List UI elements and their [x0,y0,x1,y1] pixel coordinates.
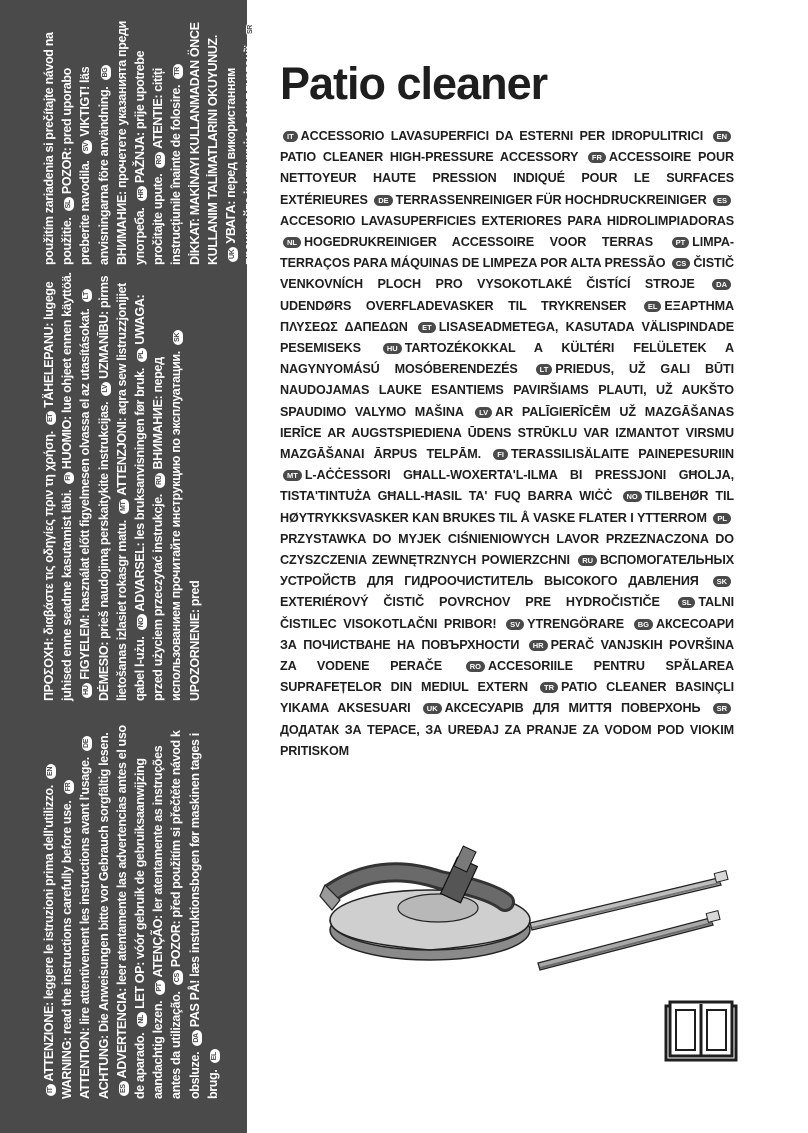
language-badge: HR [529,640,548,651]
warning-text-rotated [0,0,275,1133]
intro-text: UDENDØRS OVERFLADEVASKER TIL TRYKRENSER [280,298,627,313]
language-badge: PL [713,513,731,524]
sidebar.col1-segment [206,1046,220,1066]
intro-text: LIMPA-TERRAÇOS PARA MÁQUINAS DE LIMPEZA POR ALTA PRESSÃO [280,235,734,271]
warning-column-2 [40,271,204,701]
language-badge: UK [423,703,442,714]
intro-text: TARTOZÉKOKKAL A KÜLTÉRI FELÜLETEK A NAGYNYOMÁSÚ MOSÓBERENDEZÉS [280,341,734,377]
language-badge: ET [46,411,56,425]
language-badge: EN [713,131,731,142]
language-badge: FI [493,449,508,460]
warning-sidebar [0,0,275,1133]
intro-segment [420,701,701,715]
language-badge: LV [101,382,111,396]
language-badge: LV [475,407,492,418]
language-badge: BG [634,619,653,630]
sidebar.col2-text: TÄHELEPANU: lugege juhised enne seadme kasutamist läbi. [42,281,75,701]
sidebar.col2-text: ΠΡΟΣΟΧΗ: διαβάστε τις οδηγίες πριν τη χρήση. [42,431,56,701]
sidebar.col3-text: DİKKAT: MAKİNAYI KULLANMADAN ÖNCE KULLANIM TALİMATLARINI OKUYUNUZ. [187,22,220,265]
sidebar.col2-text: FIGYELEM: használat előtt figyelmesen olvassa el az utasításokat. [78,308,93,680]
intro-text: TALNI ČISTILEC VISOKOTLAČNI PRIBOR! [280,595,734,631]
language-badge: MT [119,499,129,514]
intro-text: ACCESORIILE PENTRU SPĂLAREA SUPRAFEȚELOR DIN MEDIUL EXTERN [280,659,734,695]
language-badge: DA [192,1030,202,1045]
language-badge: SL [678,597,696,608]
product-description [280,126,734,762]
language-badge: SK [173,330,183,345]
sidebar.col1-text: ADVERTENCIA: leer atentamente las advertencias antes el uso de aparado. [114,725,148,1099]
language-badge: EL [210,1049,220,1063]
sidebar.col3-text: použitím zariadenia si prečítajte návod na použitie. [42,32,75,265]
sidebar.col3-text: PAŽNJA: pre upotrebe pročitajte uputstva [260,30,275,265]
sidebar.col2-text: ВНИМАНИЕ: перед использованием прочитайте инструкцию по эксплуатации. [151,351,184,701]
language-badge: PT [672,237,690,248]
intro-text: ΕΞΑΡΤΗΜΑ ΠΛΥΣΕΩΣ ΔΑΠΕΔΩΝ [280,298,734,334]
intro-text: АКСЕСУАРІВ ДЛЯ МИТТЯ ПОВЕРХОНЬ [444,701,701,716]
language-badge: HU [383,343,402,354]
intro-text: TERRASSENREINIGER FÜR HOCHDRUCKREINIGER [395,192,707,207]
language-badge: BG [101,65,111,81]
language-badge: IT [46,1084,56,1096]
sidebar.col2-text: UWAGA: przed użyciem przeczytać instrukcje. [133,294,166,701]
sidebar.col2-segment [42,431,56,701]
language-badge: RU [578,555,597,566]
language-badge: SR [713,703,731,714]
intro-segment [280,235,653,249]
intro-text: ACCESORIO LAVASUPERFICIES EXTERIORES PARA HIDROLIMPIADORAS [280,213,734,228]
sidebar.col2-text: UPOZORNENIE: pred [187,580,202,701]
language-badge: DA [712,279,731,290]
sidebar.col3-text: PAŽNJA: prije upotrebe pročitajte upute. [133,50,166,265]
language-badge: FR [64,780,74,795]
sidebar.col2-text: HUOMIO: lue ohjeet ennen käyttöä. [60,272,75,470]
intro-text: PRIEDUS, UŽ GALI BŪTI NAUDOJAMAS LAUKE ESANTIEMS PAVIRŠIAMS PLAUTI, UŽ AUKŠTO SPAUDIMO VALYMO MAŠINA [280,362,734,419]
sidebar.col1-text: POZOR: před použitím si přečtěte návod k obsluze. [169,730,202,1099]
sidebar.col2-text: DĖMESIO: prieš naudojimą perskaitykite instrukcijas. [96,401,111,701]
language-badge: SV [82,140,92,155]
patio-cleaner-illustration [320,830,730,965]
sidebar.col2-segment [60,272,74,486]
sidebar.col3-text: ATENTIE: citiți instrucțiunile înainte de folosire. [151,68,184,265]
language-badge: PL [137,348,147,362]
language-badge: ES [119,1081,129,1096]
language-badge: IT [283,131,298,142]
sidebar.col1-text: LET OP: vóór gebruik de gebruiksaanwijzing aandachtig lezen. [133,758,166,1099]
language-badge: FI [64,472,74,484]
intro-segment [280,129,703,143]
intro-text: AR PALĪGIERĪCĒM UŽ MAZGĀŠANAS IERĪCE AR AUGSTSPIEDIENA ŪDENS STRŪKLU VAR IZMANTOT VIRSMU MAZGĀŠANAI ĀRPUS TELPĀM. [280,404,734,462]
sidebar.col1-text: ACHTUNG: Die Anweisungen bitte vor Gebrauch sorgfältig lesen. [96,732,111,1099]
open-book-icon [664,1000,738,1062]
language-badge: TR [540,682,558,693]
language-badge: RU [155,473,165,488]
intro-text: LISASEADMETEGA, KASUTADA VÄLISPINDADE PESEMISEKS [280,319,735,356]
language-badge: LT [536,364,553,375]
intro-text: TERASSILISÄLAITE PAINEPESURIIN [510,447,734,462]
intro-text: ACCESSORIO LAVASUPERFICI DA ESTERNI PER IDROPULITRICI [300,129,704,143]
language-badge: PT [155,980,165,994]
warning-column-3 [40,15,277,265]
intro-text: PATIO CLEANER HIGH-PRESSURE ACCESSORY [280,150,579,165]
language-badge: DE [374,195,392,206]
language-badge: CS [672,258,690,269]
sidebar.col2-text: UZMANĪBU: pirms lietošanas izlasiet rokasgr matu. [96,275,129,701]
sidebar.col1-segment [188,733,220,1099]
language-badge: SV [506,619,524,630]
intro-text: HOGEDRUKREINIGER ACCESSOIRE VOOR TERRAS [304,235,654,250]
language-badge: ET [418,322,436,333]
intro-segment [490,447,734,461]
language-badge: HR [137,186,147,201]
language-badge: CS [173,970,183,985]
sidebar.col3-text: ВНИМАНИЕ: прочетете указанията преди употреба. [114,20,148,265]
language-badge: NO [623,491,642,502]
language-badge: UK [228,247,238,262]
sidebar.col2-segment [133,368,147,633]
sidebar.col1-text: WARNING: read the instructions carefully before use. [60,800,75,1099]
page-title: Patio cleaner [280,58,548,109]
sidebar.col3-segment [224,43,256,265]
language-badge: SK [713,576,731,587]
sidebar.col1-segment [42,785,56,1099]
language-badge: MT [283,470,302,481]
sidebar.col3-text: УВАГА: перед використанням прочитайте інструкцію з експлуатації. [224,43,257,265]
language-badge: HU [82,683,92,698]
intro-text: EXTERIÉROVÝ ČISTIČ POVRCHOV PRE HYDROČISTIČE [280,595,660,610]
language-badge: DE [82,736,92,751]
language-badge: NL [283,237,301,248]
intro-text: PERAČ VANJSKIH POVRŠINA ZA VODENE PERAČE [280,637,734,674]
language-badge: EN [46,764,56,779]
language-badge: SL [64,197,74,211]
sidebar.col2-text: ATTENZJONI: aqra sew listruzzjonijiet qabel l-użu. [114,283,148,701]
sidebar.col1-text: ATTENTION: lire attentivement les instructions avant l'usage. [78,757,93,1099]
intro-text: YTRENGÖRARE [527,616,625,631]
sidebar.col3-text: VIKTIGT! läs anvisningarna före användning. [78,66,111,265]
intro-text: PRZYSTAWKA DO MYJEK CIŚNIENIOWYCH LAVOR PRZEZNACZONA DO CZYSZCZENIA ZEWNĘTRZNYCH POWIERZCHNI [280,531,734,568]
intro-text: ВСПОМОГАТЕЛЬНЫХ УСТРОЙСТВ ДЛЯ ГИДРООЧИСТИТЕЛЬ ВЫСОКОГО ДАВЛЕНИЯ [280,553,734,589]
language-badge: NO [137,615,147,631]
sidebar.col1-text: ATTENZIONE: leggere le istruzioni prima dell'utilizzo. [42,785,56,1082]
language-badge: ES [713,195,731,206]
language-badge: RO [155,152,165,168]
intro-text: L-AĊĊESSORI GĦALL-WOXERTA'L-ILMA BI PRESSJONI GĦOLJA, TISTA'TINTUŻA GĦALL-ĦASIL TA' FUQ BARRA WIĊĊ [280,468,734,504]
intro-segment [503,617,624,631]
language-badge: LT [82,289,92,302]
intro-text: АКСЕСОАРИ ЗА ПОЧИСТВАНЕ НА ПОВЪРХНОСТИ [280,616,735,652]
sidebar.col2-segment [78,308,92,701]
language-badge: FR [588,152,606,163]
language-badge: SR [246,22,256,37]
warning-column-1 [40,719,222,1099]
intro-text: ДОДАТАК ЗА ТЕРАСЕ, ЗА UREĐAJ ZA PRANJE ZA VODOM POD VIOKIM PRITISKOM [280,722,734,758]
language-badge: EL [644,301,662,312]
language-badge: NL [137,1012,147,1027]
sidebar.col1-text: ATENÇÃO: ler atentamente as instruções antes da utilização. [151,745,184,1099]
sidebar.col1-text: PAS PÅ! læs instruktionsbogen før maskinen tages i brug. [187,733,220,1099]
intro-text: TILBEHØR TIL HØYTRYKKSVASKER KAN BRUKES TIL Å VASKE FLATER I YTTERROM [280,489,734,525]
language-badge: TR [173,64,183,79]
language-badge: RO [466,661,485,672]
intro-text: ACCESSOIRE POUR NETTOYEUR HAUTE PRESSION INDIQUÉ POUR LE SURFACES EXTÉRIEURES [280,150,734,207]
intro-text: ČISTIČ VENKOVNÍCH PLOCH PRO VYSOKOTLAKÉ ČISTÍCÍ STROJE [280,256,734,292]
intro-text: PATIO CLEANER BASINÇLI YIKAMA AKSESUARI [280,680,734,716]
sidebar.col2-text: ADVARSEL: les bruksanvisningen før bruk. [133,368,148,612]
sidebar.col3-text: POZOR: pred uporabo preberite navodila. [60,68,93,265]
intro-segment [371,193,706,207]
